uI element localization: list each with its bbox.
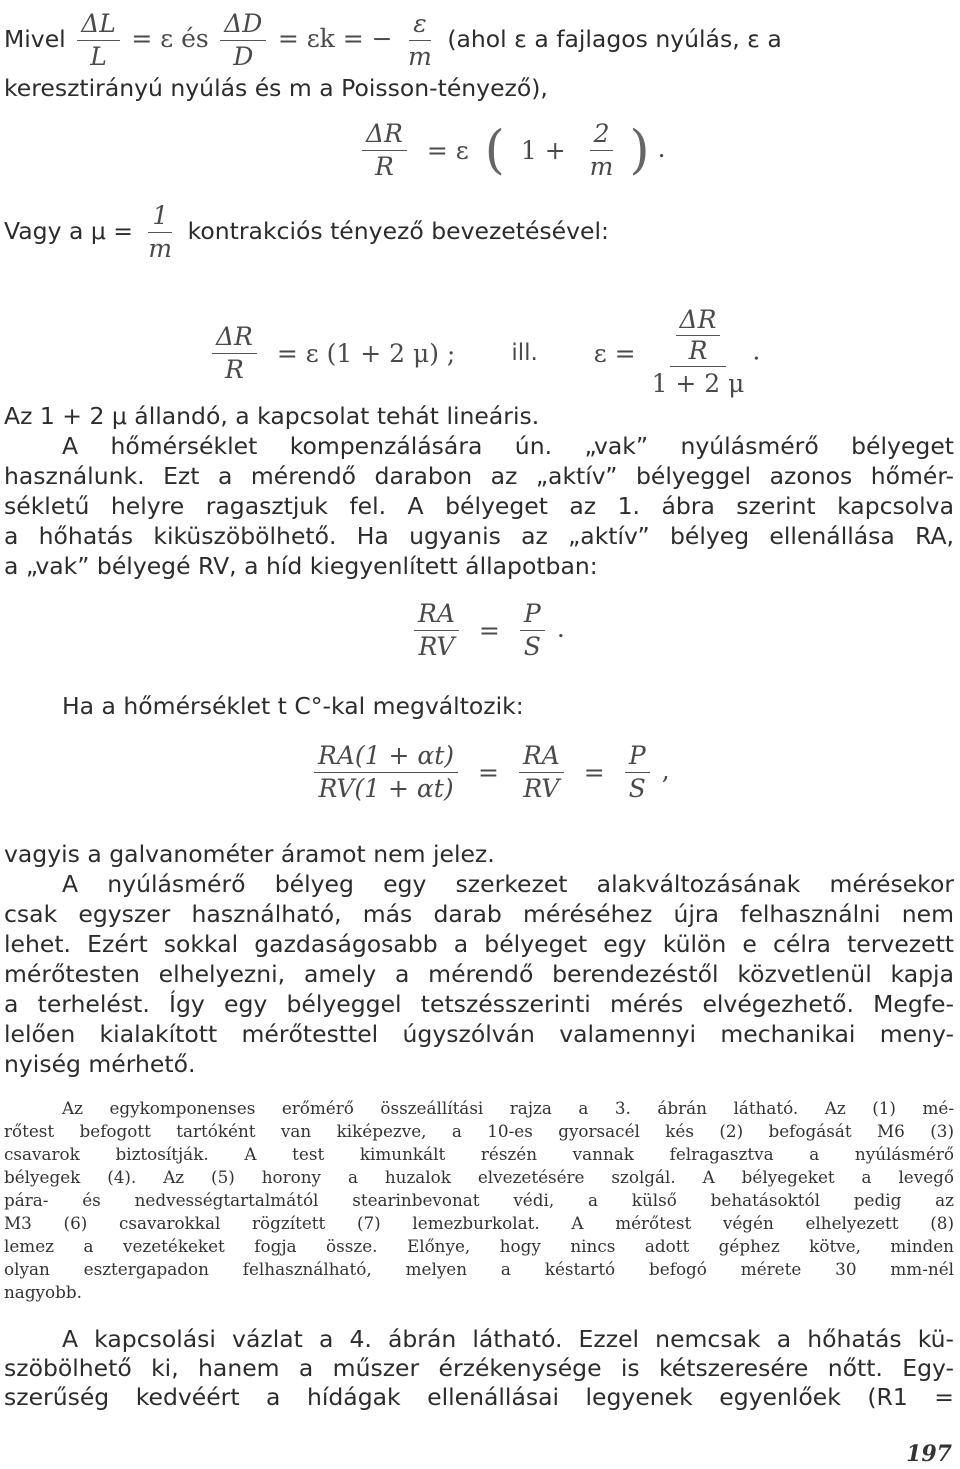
fraction-1-m	[144, 200, 176, 265]
text-line-p6-2: szöbölhető ki, hanem a műszer érzékenysége is kétszeresére nőtt. Egy-	[4, 1354, 954, 1382]
fraction-den: S	[523, 632, 541, 661]
small-line-1: Az egykomponenses erőmérő összeállítási rajza a 3. ábrán látható. Az (1) mé-	[62, 1098, 954, 1118]
fraction-compound-den: 1 + 2 μ	[651, 369, 745, 398]
small-line-5: pára- és nedvességtartalmától stearinbevonat védi, a külső behatásoktól pedig az	[4, 1190, 954, 1210]
text-line-1	[4, 8, 782, 73]
text-line-p3-3: használunk. Ezt a mérendő darabon az „aktív” bélyeggel azonos hőmér-	[4, 462, 954, 490]
fraction-num: ΔR	[212, 321, 257, 354]
text-line-p5-1: vagyis a galvanométer áramot nem jelez.	[4, 840, 495, 868]
fraction-ra-at	[314, 740, 458, 805]
text-line-p5-2: A nyúlásmérő bélyeg egy szerkezet alakváltozásának mérésekor	[62, 870, 954, 898]
equation-eps: ε =	[593, 338, 636, 368]
equation-end: ,	[661, 756, 670, 785]
fraction-num: RA	[414, 598, 459, 631]
text-eps-es: = ε és	[131, 24, 209, 53]
small-line-2: rőtest befogott tartóként van kiképezve, a 10-es gyorsacél kés (2) befogását M6 (3)	[4, 1121, 954, 1141]
fraction-2-m	[586, 118, 618, 183]
small-line-6: M3 (6) csavarokkal rögzített (7) lemezburkolat. A mérőtest végén elhelyezett (8)	[4, 1213, 954, 1233]
equation-operator: =	[583, 758, 605, 787]
fraction-ra-rv	[414, 598, 459, 663]
paren-right: )	[629, 120, 650, 181]
fraction-compound-num	[670, 305, 727, 367]
fraction-den: RV	[418, 632, 455, 661]
equation-2	[208, 305, 760, 401]
equation-end: .	[556, 614, 565, 643]
text-line-p3-4: sékletű helyre ragasztjuk fel. A bélyeget az 1. ábra szerint kapcsolva	[4, 492, 954, 520]
fraction-den: R	[688, 336, 708, 365]
equation-4	[310, 740, 670, 805]
text-line-p4: Ha a hőmérséklet t C°-kal megváltozik:	[62, 692, 524, 720]
fraction-num: ΔR	[676, 305, 721, 336]
fraction-num: ΔL	[77, 8, 120, 41]
fraction-den: RV(1 + αt)	[318, 774, 454, 803]
fraction-compound	[652, 305, 745, 401]
text-line-p3-1: Az 1 + 2 μ állandó, a kapcsolat tehát lineáris.	[4, 402, 540, 430]
text-mivel: Mivel	[4, 25, 66, 53]
fraction-p-s	[520, 598, 545, 663]
equation-inner: 1 +	[520, 136, 566, 165]
fraction-num: RA(1 + αt)	[314, 740, 458, 773]
fraction-dl-l	[77, 8, 120, 73]
text-line-p6-1: A kapcsolási vázlat a 4. ábrán látható. Ezzel nemcsak a hőhatás kü-	[62, 1325, 954, 1353]
small-line-7: lemez a vezetékeket fogja össze. Előnye, hogy nincs adott géphez kötve, minden	[4, 1236, 954, 1256]
equation-1	[358, 118, 666, 183]
fraction-dd-d	[220, 8, 266, 73]
small-line-8: olyan esztergapadon felhasználható, melyen a késtartó befogó mérete 30 mm-nél	[4, 1259, 954, 1279]
fraction-dr-r	[212, 321, 257, 386]
equation-operator: = ε (1 + 2 μ) ;	[276, 338, 456, 368]
equation-end: .	[657, 134, 666, 163]
fraction-eps-m	[404, 8, 436, 73]
small-line-9: nagyobb.	[4, 1282, 82, 1302]
fraction-p-s	[625, 740, 650, 805]
fraction-num: ΔR	[362, 118, 407, 151]
text-vagy: Vagy a μ =	[4, 217, 133, 245]
text-line-p5-7: lelően kialakított mérőtesttel úgyszólván valamennyi mechanikai meny-	[4, 1020, 954, 1048]
fraction-num: P	[520, 598, 545, 631]
text-line-p3-2: A hőmérséklet kompenzálására ún. „vak” nyúlásmérő bélyeget	[62, 432, 954, 460]
fraction-den: R	[225, 354, 244, 384]
small-line-3: csavarok biztosítják. A test kimunkált részén vannak felragasztva a nyúlásmérő	[4, 1144, 954, 1164]
equation-3	[410, 598, 565, 663]
text-ill: ill.	[511, 340, 538, 366]
equation-operator: =	[478, 758, 499, 787]
fraction-den: S	[628, 774, 646, 803]
fraction-num: P	[625, 740, 650, 773]
paren-left: (	[484, 120, 505, 181]
fraction-den: m	[148, 234, 173, 263]
fraction-num: ΔD	[220, 8, 266, 41]
text-line-p5-3: csak egyszer használható, más darab méréséhez újra felhasználni nem	[4, 900, 954, 928]
small-line-4: bélyegek (4). Az (5) horony a huzalok elvezetésére szolgál. A bélyegeket a levegő	[4, 1167, 954, 1187]
fraction-dr-r	[362, 118, 407, 183]
equation-end: .	[752, 336, 761, 366]
text-kontrakcios: kontrakciós tényező bevezetésével:	[187, 217, 609, 245]
text-line-p6-3: szerűség kedvéért a hídágak ellenállásai legyenek egyenlőek (R1 =	[4, 1383, 954, 1411]
equation-operator: =	[478, 616, 500, 645]
text-line-vagy	[4, 200, 609, 265]
fraction-num: 1	[148, 200, 172, 233]
fraction-den: RV	[523, 774, 560, 803]
page-number: 197	[906, 1441, 952, 1467]
text-line-p3-6: a „vak” bélyegé RV, a híd kiegyenlített állapotban:	[4, 552, 598, 580]
text-line-p5-8: nyiség mérhető.	[4, 1050, 196, 1078]
fraction-num: 2	[590, 118, 614, 151]
text-line-p5-5: mérőtesten elhelyezni, amely a mérendő berendezéstől közvetlenül kapja	[4, 960, 954, 988]
text-epsk: = εk = −	[277, 24, 393, 53]
fraction-ra-rv	[519, 740, 564, 805]
fraction-num: RA	[519, 740, 564, 773]
text-line-p3-5: a hőhatás kiküszöbölhető. Ha ugyanis az „aktív” bélyeg ellenállása RA,	[4, 522, 954, 550]
fraction-num: ε	[409, 8, 430, 41]
text-ahol: (ahol ε a fajlagos nyúlás, ε a	[447, 25, 782, 53]
text-line-p5-6: a terhelést. Így egy bélyeggel tetszésszerinti mérés elvégezhető. Megfe-	[4, 990, 954, 1018]
text-line-p5-4: lehet. Ezért sokkal gazdaságosabb a bélyeget egy külön e célra tervezett	[4, 930, 954, 958]
text-line-2: keresztirányú nyúlás és m a Poisson-tényező),	[4, 74, 548, 102]
fraction-den: L	[90, 42, 107, 71]
fraction-den: R	[375, 152, 394, 181]
equation-operator: = ε	[426, 136, 469, 165]
fraction-den: m	[408, 42, 432, 71]
fraction-den: D	[233, 42, 254, 71]
fraction-den: m	[589, 152, 614, 181]
